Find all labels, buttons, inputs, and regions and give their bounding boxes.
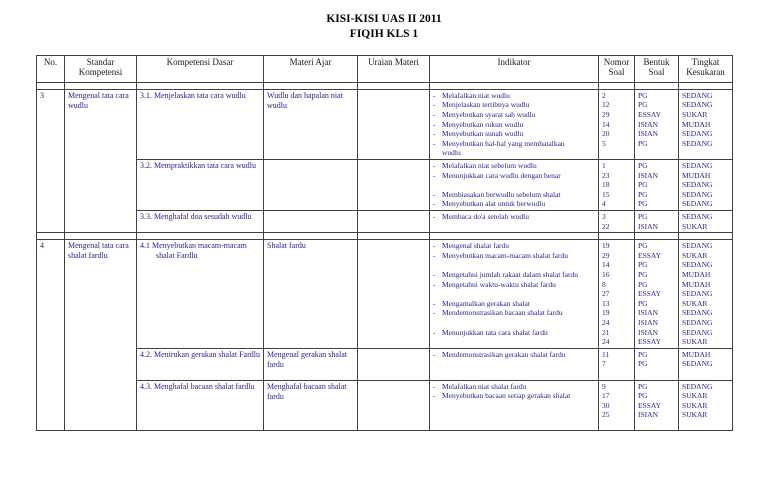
table-row	[37, 89, 733, 159]
cell-tingkat-kesukaran	[679, 380, 733, 431]
cell-tingkat-kesukaran-value: SEDANG	[682, 199, 713, 209]
doc-title	[36, 12, 732, 42]
indikator-line	[433, 100, 595, 110]
indikator-text: Mendemonstrasikan gerakan shalat fardu	[442, 349, 566, 359]
bullet-dash: -	[433, 308, 436, 318]
indikator-line	[433, 129, 595, 139]
cell-kompetensi-dasar	[137, 348, 264, 380]
cell-nomor-soal	[599, 348, 635, 380]
cell-tingkat-kesukaran-value: SEDANG	[682, 359, 713, 369]
bullet-dash	[433, 180, 442, 190]
spacer-cell	[65, 233, 137, 240]
cell-nomor-soal-value: 2	[602, 90, 606, 100]
cell-bentuk-soal-value: PG	[638, 381, 648, 391]
table-body	[37, 89, 733, 431]
bullet-dash: -	[433, 250, 436, 260]
cell-nomor-soal-value: 21	[602, 327, 610, 337]
cell-bentuk-soal-value: PG	[638, 298, 648, 308]
col-header-nomor-soal: Nomor Soal	[599, 55, 635, 82]
indikator-line	[433, 369, 595, 379]
indikator-line	[433, 110, 595, 120]
cell-nomor-soal-value: 5	[602, 138, 606, 148]
cell-bentuk-soal-value: ESSAY	[638, 400, 662, 410]
indikator-text	[442, 337, 595, 347]
cell-bentuk-soal-value: PG	[638, 391, 648, 401]
indikator-line	[433, 420, 595, 430]
indikator-text	[442, 222, 595, 232]
bullet-dash: -	[433, 349, 436, 359]
cell-tingkat-kesukaran-value: SEDANG	[682, 327, 713, 337]
cell-tingkat-kesukaran-value: MUDAH	[682, 349, 711, 359]
cell-nomor-soal	[599, 240, 635, 349]
table-row	[37, 380, 733, 431]
cell-nomor-soal-value: 23	[602, 170, 610, 180]
cell-tingkat-kesukaran-value: MUDAH	[682, 269, 711, 279]
cell-tingkat-kesukaran-value: SEDANG	[682, 260, 713, 270]
indikator-line	[433, 391, 595, 401]
cell-nomor-soal-value: 25	[602, 410, 610, 420]
indikator-text: Melafalkan niat wudlu	[442, 90, 510, 100]
spacer-cell	[264, 233, 358, 240]
indikator-line	[433, 337, 595, 347]
cell-tingkat-kesukaran-value	[682, 420, 729, 430]
bullet-dash: -	[433, 100, 436, 110]
bullet-dash: -	[433, 161, 436, 171]
cell-tingkat-kesukaran	[679, 160, 733, 211]
cell-tingkat-kesukaran-value: SEDANG	[682, 308, 713, 318]
indikator-line	[433, 270, 595, 280]
cell-tingkat-kesukaran-value: SEDANG	[682, 212, 713, 221]
bullet-dash: -	[433, 381, 436, 391]
cell-tingkat-kesukaran-value: SUKAR	[682, 391, 708, 401]
cell-materi-ajar	[264, 380, 358, 431]
cell-nomor-soal-value: 8	[602, 279, 606, 289]
cell-materi-ajar	[264, 211, 358, 233]
cell-nomor-soal-value: 15	[602, 189, 610, 199]
bullet-dash: -	[433, 391, 436, 401]
cell-tingkat-kesukaran	[679, 348, 733, 380]
cell-bentuk-soal-value: ESSAY	[638, 337, 662, 347]
bullet-dash: -	[433, 119, 436, 129]
cell-bentuk-soal-value: PG	[638, 138, 648, 148]
cell-nomor-soal-value: 11	[602, 349, 610, 359]
table-row	[37, 240, 733, 349]
indikator-text: Menunjukkan tata cara shalat fardu	[442, 327, 548, 337]
cell-nomor-soal-value: 14	[602, 260, 610, 270]
cell-nomor-soal-value: 4	[602, 199, 606, 209]
indikator-text	[442, 180, 595, 190]
cell-bentuk-soal	[635, 380, 679, 431]
indikator-text: Menjelaskan tertibnya wudlu	[442, 100, 530, 110]
indikator-text: Membiasakan berwudlu sebelum shalat	[442, 189, 561, 199]
cell-bentuk-soal-value: PG	[638, 269, 648, 279]
cell-bentuk-soal-value: ISIAN	[638, 170, 658, 180]
kompetensi-dasar-text: 4.2. Menirukan gerakan shalat Fardlu	[140, 349, 260, 359]
cell-bentuk-soal-value: ISIAN	[638, 317, 658, 327]
cell-nomor-soal-value: 29	[602, 250, 610, 260]
cell-tingkat-kesukaran-value: SEDANG	[682, 180, 713, 190]
cell-tingkat-kesukaran-value: SUKAR	[682, 110, 708, 120]
indikator-text: Mengetahui waktu-waktu shalat fardu	[442, 279, 556, 289]
indikator-line	[433, 161, 595, 171]
indikator-text: Menyebutkan hal-hal yang membatalkan	[442, 138, 565, 148]
col-header-bentuk-soal: Bentuk Soal	[635, 55, 679, 82]
bullet-dash: -	[433, 199, 436, 209]
indikator-line	[433, 241, 595, 251]
cell-bentuk-soal-value	[638, 148, 675, 158]
doc-title-line2: FIQIH KLS 1	[349, 27, 419, 40]
cell-bentuk-soal	[635, 348, 679, 380]
cell-indikator	[430, 211, 599, 233]
bullet-dash	[433, 401, 442, 411]
cell-bentuk-soal-value: PG	[638, 199, 648, 209]
cell-tingkat-kesukaran-value: SEDANG	[682, 289, 713, 299]
cell-kompetensi-dasar	[137, 380, 264, 431]
indikator-text: Membaca do'a setelah wudlu	[442, 212, 529, 221]
table-row	[37, 211, 733, 233]
materi-ajar-text: Wudlu dan hapalan niat wudlu	[267, 90, 343, 110]
col-header-indikator: Indikator	[430, 55, 599, 82]
cell-nomor-soal-value: 30	[602, 400, 610, 410]
cell-materi-ajar	[264, 89, 358, 159]
cell-tingkat-kesukaran-value: SUKAR	[682, 250, 708, 260]
col-header-standar-kompetensi: Standar Kompetensi	[65, 55, 137, 82]
kompetensi-dasar-text: 3.1. Menjelaskan tata cara wudlu	[140, 90, 246, 100]
cell-bentuk-soal-value: PG	[638, 189, 648, 199]
cell-nomor-soal-value: 18	[602, 180, 610, 190]
indikator-line	[433, 251, 595, 261]
indikator-text: Menyebutkan bacaan setiap gerakan shalat	[442, 391, 571, 401]
indikator-line	[433, 180, 595, 190]
table-row	[37, 160, 733, 211]
cell-materi-ajar	[264, 348, 358, 380]
cell-bentuk-soal-value: ISIAN	[638, 221, 658, 231]
cell-tingkat-kesukaran-value: SEDANG	[682, 90, 713, 100]
indikator-line	[433, 190, 595, 200]
indikator-line	[433, 148, 595, 158]
cell-indikator	[430, 89, 599, 159]
cell-nomor-soal-value	[602, 148, 631, 158]
section-spacer-row	[37, 233, 733, 240]
cell-bentuk-soal-value: PG	[638, 279, 648, 289]
spacer-cell	[679, 233, 733, 240]
standar-kompetensi-text: Mengenal tata cara wudlu	[68, 90, 129, 110]
cell-nomor-soal	[599, 89, 635, 159]
cell-tingkat-kesukaran-value: MUDAH	[682, 119, 711, 129]
bullet-dash: -	[433, 189, 436, 199]
cell-tingkat-kesukaran-value: SEDANG	[682, 129, 713, 139]
materi-ajar-text: Shalat fardu	[267, 241, 306, 251]
indikator-text: Menyebutkan alat untuk berwudlu	[442, 199, 546, 209]
cell-bentuk-soal-value: PG	[638, 260, 648, 270]
cell-nomor-soal-value: 1	[602, 161, 606, 171]
cell-bentuk-soal-value: ESSAY	[638, 289, 662, 299]
cell-nomor-soal-value: 19	[602, 241, 610, 251]
cell-materi-ajar	[264, 160, 358, 211]
cell-bentuk-soal-value: PG	[638, 241, 648, 251]
cell-nomor-soal-value: 24	[602, 337, 610, 347]
cell-tingkat-kesukaran-value: SEDANG	[682, 381, 713, 391]
cell-tingkat-kesukaran-value	[682, 369, 729, 379]
cell-kompetensi-dasar	[137, 89, 264, 159]
cell-nomor-soal-value: 29	[602, 110, 610, 120]
cell-tingkat-kesukaran-value: SEDANG	[682, 189, 713, 199]
indikator-text: Mengamalkan gerakan shalat	[442, 298, 530, 308]
spacer-cell	[137, 233, 264, 240]
indikator-line	[433, 280, 595, 290]
bullet-dash	[433, 148, 442, 158]
kompetensi-dasar-text: 4.1 Menyebutkan macam-macam shalat Fardlu	[140, 241, 247, 261]
indikator-text	[442, 410, 595, 420]
indikator-line	[433, 328, 595, 338]
col-header-materi-ajar: Materi Ajar	[264, 55, 358, 82]
cell-nomor-soal	[599, 380, 635, 431]
spacer-cell	[635, 233, 679, 240]
indikator-text	[442, 359, 595, 369]
indikator-line	[433, 382, 595, 392]
cell-tingkat-kesukaran-value: SEDANG	[682, 100, 713, 110]
cell-uraian-materi	[358, 348, 430, 380]
cell-tingkat-kesukaran-value: MUDAH	[682, 170, 711, 180]
cell-tingkat-kesukaran	[679, 211, 733, 233]
indikator-line	[433, 212, 595, 222]
cell-nomor-soal	[599, 160, 635, 211]
cell-tingkat-kesukaran-value: SUKAR	[682, 400, 708, 410]
cell-tingkat-kesukaran	[679, 89, 733, 159]
indikator-line	[433, 91, 595, 101]
bullet-dash	[433, 222, 442, 232]
cell-bentuk-soal	[635, 240, 679, 349]
cell-bentuk-soal-value: PG	[638, 359, 648, 369]
cell-nomor-soal-value: 7	[602, 359, 606, 369]
indikator-line	[433, 359, 595, 369]
indikator-text	[442, 420, 595, 430]
cell-kompetensi-dasar	[137, 160, 264, 211]
header-spacer-row	[37, 82, 733, 89]
spacer-cell	[358, 233, 430, 240]
cell-tingkat-kesukaran-value: MUDAH	[682, 279, 711, 289]
cell-no: 3	[37, 89, 65, 232]
cell-nomor-soal-value	[602, 420, 631, 430]
kompetensi-dasar-text: 4.3. Menghafal bacaan shalat fardlu	[140, 381, 255, 391]
bullet-dash: -	[433, 241, 436, 251]
indikator-text: Menyebutkan macam-macam shalat fardu	[442, 250, 568, 260]
indikator-line	[433, 350, 595, 360]
cell-no: 4	[37, 240, 65, 431]
indikator-text	[442, 318, 595, 328]
kompetensi-dasar-text: 3.3. Menghafal doa sesudah wudlu	[140, 212, 252, 221]
indikator-line	[433, 171, 595, 181]
cell-nomor-soal	[599, 211, 635, 233]
table-row	[37, 348, 733, 380]
indikator-line	[433, 260, 595, 270]
cell-nomor-soal-value: 17	[602, 391, 610, 401]
cell-bentuk-soal-value: ISIAN	[638, 129, 658, 139]
col-header-uraian-materi: Uraian Materi	[358, 55, 430, 82]
indikator-text	[442, 260, 595, 270]
cell-standar-kompetensi	[65, 240, 137, 431]
indikator-text: Menyebutkan rukun wudlu	[442, 119, 524, 129]
bullet-dash	[433, 289, 442, 299]
col-header-kompetensi-dasar: Kompetensi Dasar	[137, 55, 264, 82]
bullet-dash: -	[433, 279, 436, 289]
indikator-line	[433, 139, 595, 149]
doc-title-line1: KISI-KISI UAS II 2011	[326, 13, 442, 25]
cell-nomor-soal-value: 24	[602, 317, 610, 327]
bullet-dash	[433, 410, 442, 420]
cell-bentuk-soal-value	[638, 369, 675, 379]
cell-bentuk-soal-value: ISIAN	[638, 327, 658, 337]
bullet-dash: -	[433, 298, 436, 308]
indikator-text: Mengetahui jumlah rakaat dalam shalat fardu	[442, 269, 578, 279]
cell-bentuk-soal-value: ESSAY	[638, 110, 662, 120]
cell-bentuk-soal-value: ISIAN	[638, 308, 658, 318]
col-header-tingkat-kesukaran: Tingkat Kesukaran	[679, 55, 733, 82]
indikator-line	[433, 199, 595, 209]
cell-bentuk-soal-value	[638, 420, 675, 430]
indikator-line	[433, 120, 595, 130]
cell-tingkat-kesukaran-value: SEDANG	[682, 241, 713, 251]
bullet-dash: -	[433, 327, 436, 337]
indikator-text	[442, 289, 595, 299]
bullet-dash: -	[433, 90, 436, 100]
kompetensi-dasar-text: 3.2. Mempraktikkan tata cara wudlu	[140, 161, 256, 171]
materi-ajar-text: Mengenal gerakan shalat fardu	[267, 349, 347, 369]
cell-nomor-soal-value: 22	[602, 221, 610, 231]
cell-nomor-soal-value: 12	[602, 100, 610, 110]
indikator-text: Melafalkan niat shalat fardu	[442, 381, 527, 391]
bullet-dash: -	[433, 269, 436, 279]
materi-ajar-text: Menghafal bacaan shalat fardu	[267, 381, 347, 401]
bullet-dash	[433, 420, 442, 430]
indikator-text: Menyebutkan sunah wudlu	[442, 129, 524, 139]
cell-nomor-soal-value: 3	[602, 212, 606, 221]
cell-bentuk-soal-value: ISIAN	[638, 119, 658, 129]
indikator-line	[433, 308, 595, 318]
bullet-dash	[433, 318, 442, 328]
kisi-table	[36, 55, 733, 432]
indikator-text: Menunjukkan cara wudlu dengan benar	[442, 170, 561, 180]
cell-nomor-soal-value	[602, 369, 631, 379]
indikator-text: Melafalkan niat sebelum wudlu	[442, 161, 537, 171]
bullet-dash: -	[433, 110, 436, 120]
cell-bentuk-soal-value: PG	[638, 212, 648, 221]
cell-bentuk-soal	[635, 89, 679, 159]
cell-bentuk-soal	[635, 160, 679, 211]
cell-bentuk-soal-value: ESSAY	[638, 250, 662, 260]
cell-indikator	[430, 160, 599, 211]
indikator-line	[433, 299, 595, 309]
bullet-dash: -	[433, 138, 436, 148]
bullet-dash	[433, 337, 442, 347]
cell-bentuk-soal-value: PG	[638, 100, 648, 110]
indikator-line	[433, 410, 595, 420]
cell-tingkat-kesukaran-value: SUKAR	[682, 221, 708, 231]
cell-indikator	[430, 240, 599, 349]
cell-bentuk-soal	[635, 211, 679, 233]
cell-bentuk-soal-value: PG	[638, 90, 648, 100]
indikator-line	[433, 401, 595, 411]
indikator-text	[442, 401, 595, 411]
indikator-line	[433, 222, 595, 232]
cell-materi-ajar	[264, 240, 358, 349]
spacer-cell	[430, 233, 599, 240]
cell-nomor-soal-value: 13	[602, 298, 610, 308]
cell-kompetensi-dasar	[137, 240, 264, 349]
indikator-text: wudlu	[442, 148, 461, 158]
cell-tingkat-kesukaran-value: SEDANG	[682, 317, 713, 327]
bullet-dash	[433, 359, 442, 369]
cell-nomor-soal-value: 19	[602, 308, 610, 318]
spacer-cell	[599, 233, 635, 240]
indikator-text: Mengenal shalat fardu	[442, 241, 510, 251]
spacer-cell	[37, 233, 65, 240]
cell-nomor-soal-value: 27	[602, 289, 610, 299]
cell-uraian-materi	[358, 89, 430, 159]
cell-bentuk-soal-value: ISIAN	[638, 410, 658, 420]
cell-indikator	[430, 380, 599, 431]
cell-nomor-soal-value: 16	[602, 269, 610, 279]
cell-tingkat-kesukaran-value: SUKAR	[682, 337, 708, 347]
indikator-text	[442, 369, 595, 379]
cell-tingkat-kesukaran-value: SEDANG	[682, 161, 713, 171]
cell-nomor-soal-value: 9	[602, 381, 606, 391]
indikator-text: Mendemonstrasikan bacaan shalat fardu	[442, 308, 563, 318]
bullet-dash: -	[433, 212, 436, 221]
col-header-no: No.	[37, 55, 65, 82]
bullet-dash: -	[433, 170, 436, 180]
cell-tingkat-kesukaran-value	[682, 148, 729, 158]
bullet-dash	[433, 260, 442, 270]
bullet-dash: -	[433, 129, 436, 139]
standar-kompetensi-text: Mengenal tata cara shalat fardlu	[68, 241, 129, 261]
cell-uraian-materi	[358, 160, 430, 211]
indikator-text: Menyebutkan syarat sah wudlu	[442, 110, 536, 120]
cell-nomor-soal-value: 14	[602, 119, 610, 129]
cell-bentuk-soal-value: PG	[638, 349, 648, 359]
indikator-line	[433, 289, 595, 299]
cell-standar-kompetensi	[65, 89, 137, 232]
cell-uraian-materi	[358, 380, 430, 431]
cell-indikator	[430, 348, 599, 380]
cell-bentuk-soal-value: PG	[638, 180, 648, 190]
cell-uraian-materi	[358, 240, 430, 349]
cell-nomor-soal-value: 20	[602, 129, 610, 139]
cell-tingkat-kesukaran-value: SEDANG	[682, 138, 713, 148]
cell-tingkat-kesukaran-value: SUKAR	[682, 298, 708, 308]
cell-kompetensi-dasar	[137, 211, 264, 233]
cell-tingkat-kesukaran-value: SUKAR	[682, 410, 708, 420]
cell-tingkat-kesukaran	[679, 240, 733, 349]
cell-uraian-materi	[358, 211, 430, 233]
header-row	[37, 55, 733, 82]
cell-bentuk-soal-value: PG	[638, 161, 648, 171]
bullet-dash	[433, 369, 442, 379]
indikator-line	[433, 318, 595, 328]
